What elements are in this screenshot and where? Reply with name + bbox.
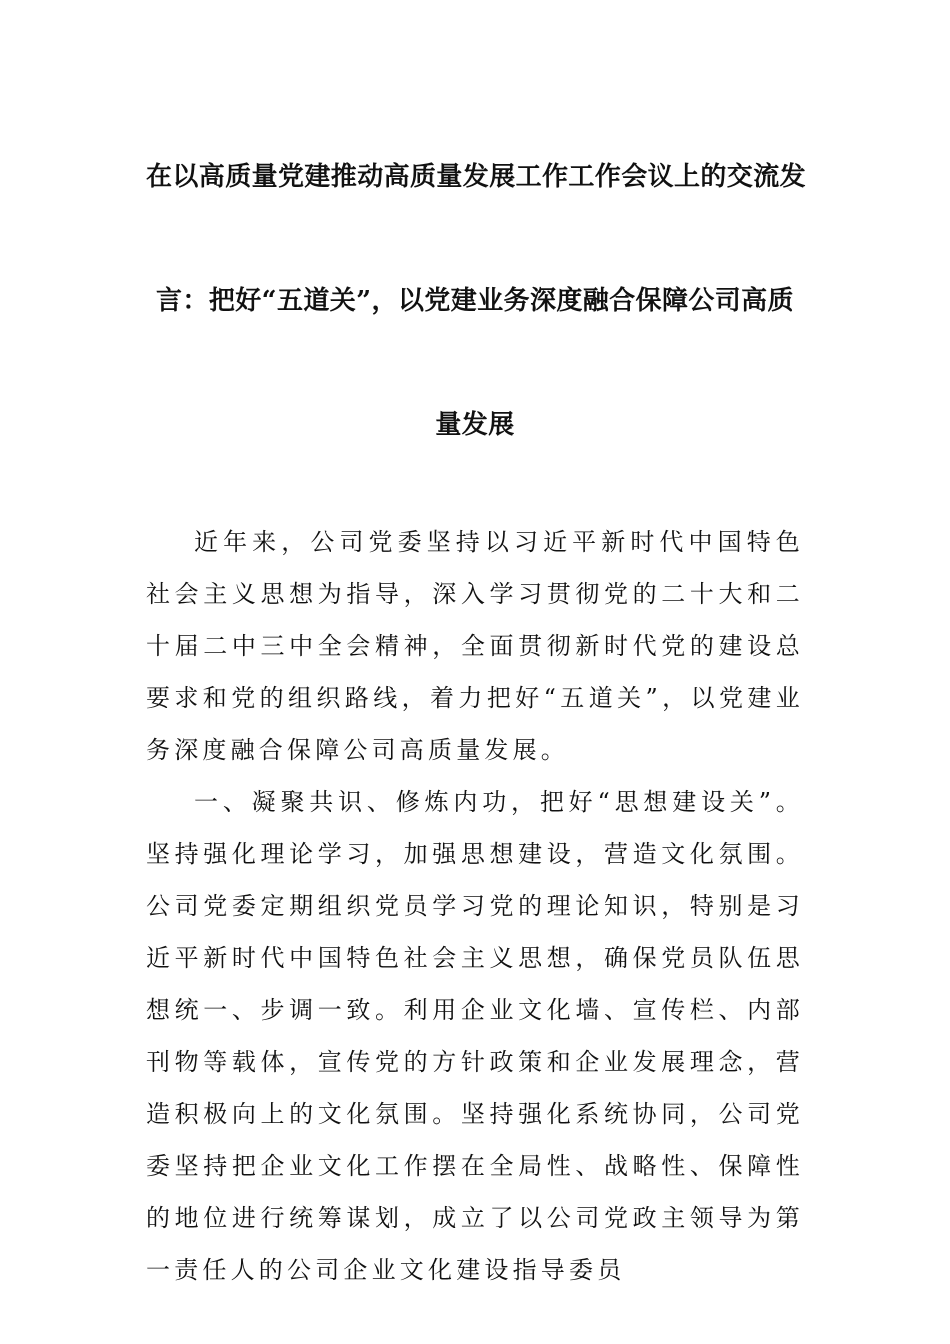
document-body xyxy=(146,516,804,1296)
title-line-3: 量发展 xyxy=(435,410,515,440)
document-title xyxy=(146,146,807,456)
paragraph-section-one: 一、凝聚共识、修炼内功，把好“思想建设关”。坚持强化理论学习，加强思想建设，营造文化氛围。公司党委定期组织党员学习党的理论知识，特别是习近平新时代中国特色社会主义思想，确保党员队伍思想统一、步调一致。利用企业文化墙、宣传栏、内部刊物等载体，宣传党的方针政策和企业发展理念，营造积极向上的文化氛围。坚持强化系统协同，公司党委坚持把企业文化工作摆在全局性、战略性、保障性的地位进行统筹谋划，成立了以公司党政主领导为第一责任人的公司企业文化建设指导委员 xyxy=(146,788,804,1284)
title-line-1: 在以高质量党建推动高质量发展工作工作会议上的交流发 xyxy=(146,162,807,192)
paragraph-intro: 近年来，公司党委坚持以习近平新时代中国特色社会主义思想为指导，深入学习贯彻党的二十大和二十届二中三中全会精神，全面贯彻新时代党的建设总要求和党的组织路线，着力把好“五道关”，以党建业务深度融合保障公司高质量发展。 xyxy=(146,528,804,764)
title-line-2: 言：把好“五道关”，以党建业务深度融合保障公司高质 xyxy=(156,286,794,316)
